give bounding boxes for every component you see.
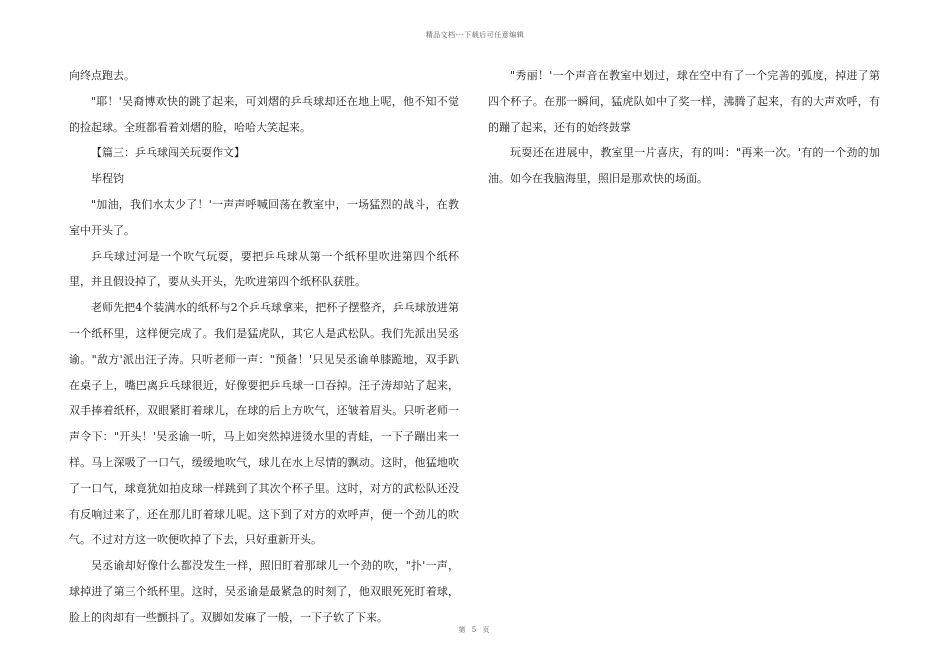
- page-header: 精品文档---下载后可任意编辑: [425, 31, 525, 39]
- paragraph: 向终点跑去。: [69, 69, 135, 82]
- section-heading: 【篇三：乒乓球闯关玩耍作文】: [91, 146, 245, 160]
- paragraph: 老师先把4个装满水的纸杯与2个乒乓球拿来，把杯子摆整齐，乒乓球放进第一个纸杯里，这样便完成了。我们是猛虎队，其它人是武松队。我们先派出吴丞谕。"敌方'派出汪子涛。只听老师一声："预备！'只见吴丞谕单膝跪地，双手趴在桌子上，嘴巴离乒乓球很近，好像要把乒乓球一口吞掉。汪子涛却站了起来，双手捧着纸杯，双眼紧盯着球儿，在球的后上方吹气，还皱着眉头。只听老师一声令下："开头！'吴丞谕一听，马上如突然掉进烫水里的青蛙，一下子蹦出来一样。马上深吸了一口气，缓缓地吹气，球儿在水上尽情的飘动。这时，他猛地吹了一口气，球竟犹如拍皮球一样跳到了其次个杯子里。这时，对方的武松队还没有反响过来了，还在那儿盯着球儿呢。这下到了对方的欢呼声，便一个劲儿的吹气。不过对方这一吹便吹掉了下去，只好重新开头。: [69, 301, 459, 547]
- right-column: [488, 63, 880, 192]
- paragraph: 玩耍还在进展中，教室里一片喜庆，有的叫："再来一次。'有的一个劲的加油。如今在我脑海里，照旧是那欢快的场面。: [488, 146, 880, 186]
- paragraph: 乒乓球过河是一个吹气玩耍，要把乒乓球从第一个纸杯里吹进第四个纸杯里，并且假设掉了，要从头开头，先吹进第四个纸杯队获胜。: [69, 249, 459, 289]
- author-name: 毕程钧: [91, 172, 124, 186]
- paragraph: "秀丽！'一个声音在教室中划过，球在空中有了一个完善的弧度，掉进了第四个杯子。在那一瞬间，猛虎队如中了奖一样，沸腾了起来，有的大声欢呼，有的蹦了起来，还有的始终鼓掌: [488, 69, 880, 134]
- left-column: [69, 63, 459, 631]
- page-number: 第 5 页: [458, 626, 492, 634]
- paragraph: 吴丞谕却好像什么都没发生一样，照旧盯着那球儿一个劲的吹，"扑'一声，球掉进了第三个纸杯里。这时，吴丞谕是最紧急的时刻了，他双眼死死盯着球，脸上的肉却有一些颤抖了。双脚如发麻了一般，一下子软了下来。: [69, 559, 459, 624]
- paragraph: "耶！'吴裔博欢快的跳了起来，可刘熠的乒乓球却还在地上呢，他不知不觉的捡起球。全班都看着刘熠的脸，哈哈大笑起来。: [69, 94, 459, 134]
- paragraph: "加油，我们水太少了！'一声声呼喊回荡在教室中，一场猛烈的战斗，在教室中开头了。: [69, 197, 459, 237]
